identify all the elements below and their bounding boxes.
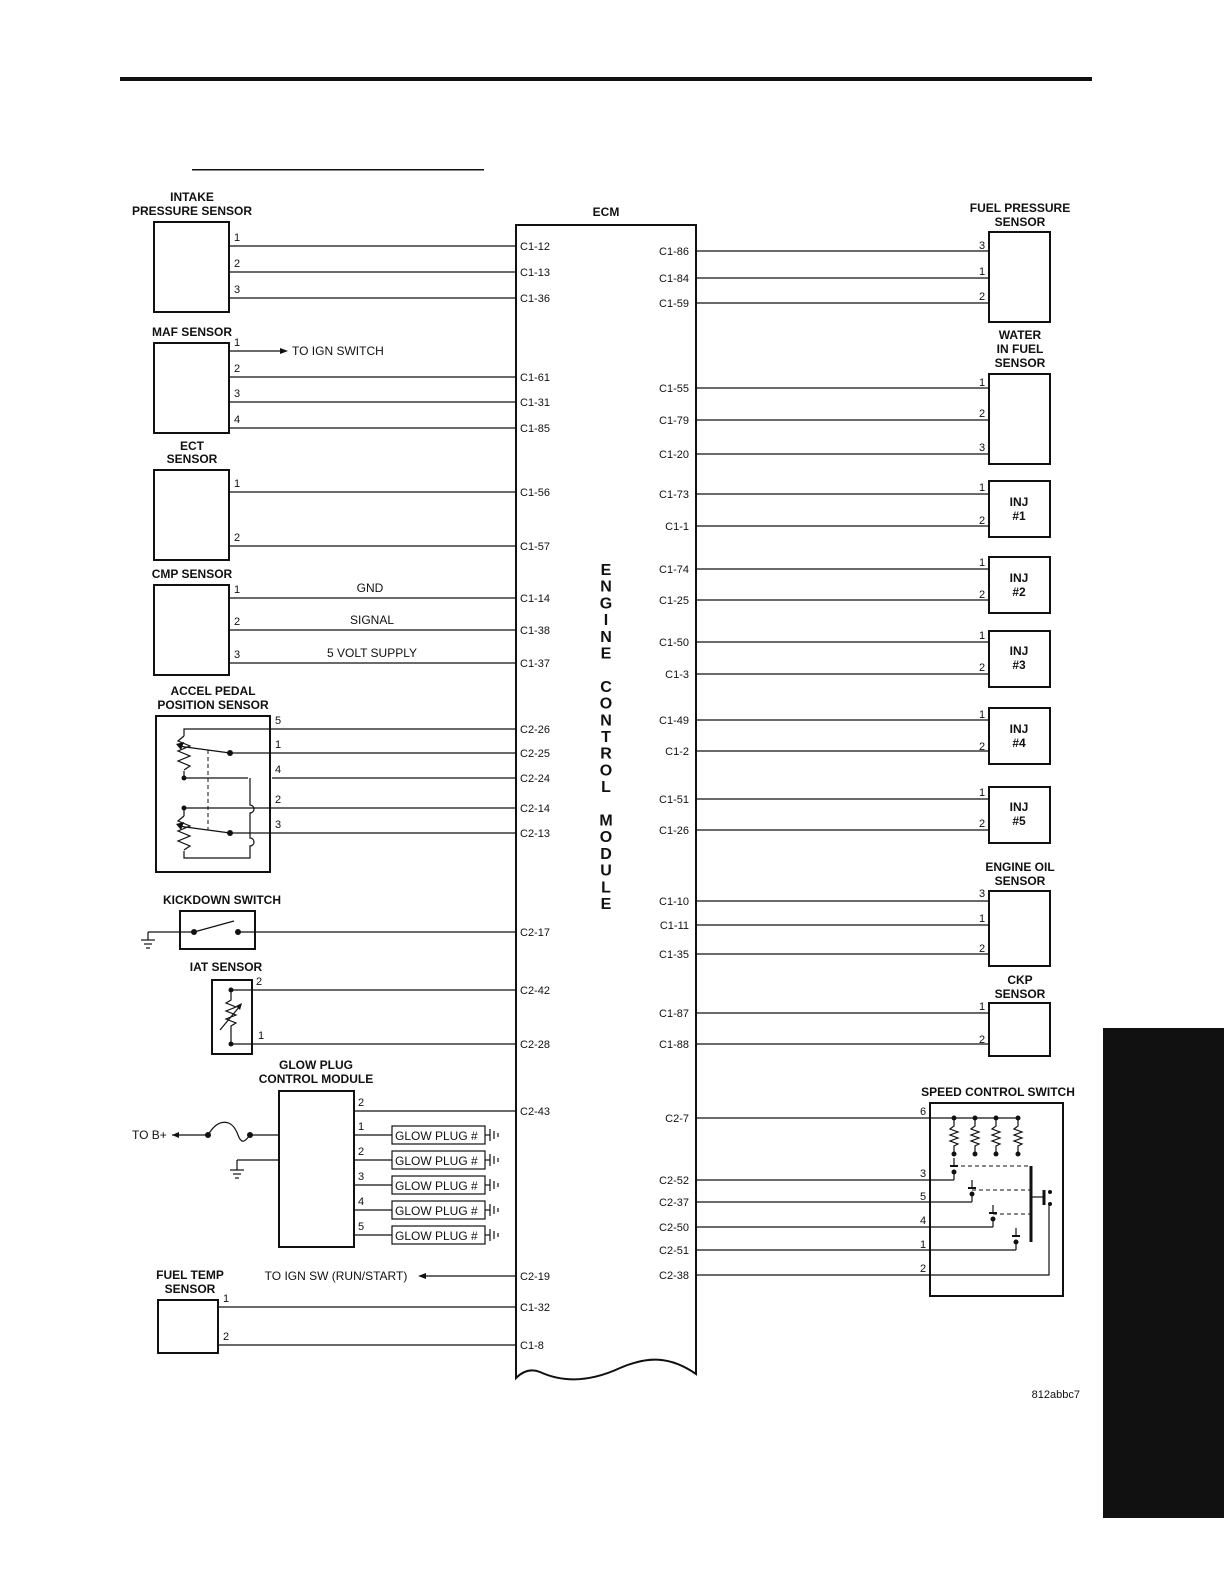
- ecm-letter: E: [600, 562, 612, 579]
- connector-pin: 1: [979, 630, 986, 642]
- connector-pin: 4: [275, 764, 282, 776]
- connector-pin: 1: [979, 709, 986, 721]
- ect-sensor: [154, 439, 229, 560]
- ecm-pin-label: C1-49: [659, 715, 689, 727]
- connector-pin: 5: [358, 1221, 365, 1233]
- component-label: SENSOR: [166, 452, 218, 466]
- connector-pin: 1: [234, 478, 241, 490]
- connector-pin: 1: [258, 1030, 265, 1042]
- component-label: CMP SENSOR: [151, 567, 233, 581]
- connector-pin: 2: [979, 741, 986, 753]
- ecm-pin-label: C1-86: [659, 246, 689, 258]
- glow-plug-label: GLOW PLUG #: [395, 1129, 478, 1143]
- component-label: SENSOR: [164, 1282, 216, 1296]
- connector-pin: 2: [979, 589, 986, 601]
- ecm-pin-label: C1-85: [520, 423, 550, 435]
- ecm-pin-label: C2-42: [520, 985, 550, 997]
- junction-dot: [994, 1152, 999, 1157]
- ecm-letter: M: [599, 812, 613, 830]
- component-label: SENSOR: [994, 215, 1046, 229]
- ecm-pin-label: C1-59: [659, 298, 689, 310]
- connector-pin: 3: [234, 388, 241, 400]
- ecm-pin-label: C2-43: [520, 1106, 550, 1118]
- injector-2: [989, 557, 1050, 613]
- ecm-pin-label: C2-7: [665, 1113, 689, 1125]
- connector-pin: 3: [275, 819, 282, 831]
- ecm-pin-label: C1-1: [665, 521, 689, 533]
- ecm-pin-label: C1-31: [520, 397, 550, 409]
- ecm-pin-label: C1-51: [659, 794, 689, 806]
- component-label: CONTROL MODULE: [258, 1072, 374, 1086]
- connector-pin: 2: [358, 1146, 365, 1158]
- ecm-pin-label: C2-50: [659, 1222, 689, 1234]
- wire-note: TO IGN SW (RUN/START): [264, 1269, 408, 1283]
- component-label: KICKDOWN SWITCH: [163, 893, 281, 907]
- component-label: SENSOR: [994, 987, 1046, 1001]
- ecm-pin-label: C1-56: [520, 487, 550, 499]
- ecm-letter: G: [599, 595, 613, 613]
- ecm-pin-label: C2-19: [520, 1271, 550, 1283]
- ecm-pin-label: C2-25: [520, 748, 550, 760]
- component-label: GLOW PLUG: [279, 1058, 353, 1072]
- speed-control-switch: [921, 1085, 1075, 1296]
- ecm-pin-label: C1-14: [520, 593, 550, 605]
- connector-pin: 3: [979, 240, 986, 252]
- connector-pin: 1: [234, 337, 241, 349]
- connector-pin: 2: [358, 1097, 365, 1109]
- switch-contact: [952, 1170, 957, 1175]
- connector-pin: 2: [979, 662, 986, 674]
- ecm-pin-label: C1-57: [520, 541, 550, 553]
- ecm-pin-label: C2-26: [520, 724, 550, 736]
- ecm-pin-label: C1-50: [659, 637, 689, 649]
- fuel-pressure-sensor: [970, 201, 1070, 322]
- ecm-letter: N: [600, 712, 612, 730]
- glow-plug-list: [354, 1121, 498, 1244]
- connector-pin: 1: [920, 1239, 927, 1251]
- component-label: INJ: [1009, 800, 1029, 814]
- connector-pin: 2: [979, 515, 986, 527]
- engine-oil-sensor: [985, 860, 1054, 966]
- connector-pin: 1: [223, 1293, 230, 1305]
- connector-pin: 1: [979, 266, 986, 278]
- component-label: #1: [1012, 509, 1026, 523]
- ecm-letter: I: [603, 612, 609, 630]
- component-label: SENSOR: [994, 356, 1046, 370]
- glow-plug-label: GLOW PLUG #: [395, 1229, 478, 1243]
- component-label: INTAKE: [170, 190, 214, 204]
- ecm-letter: L: [601, 779, 611, 797]
- ecm-pin-label: C2-24: [520, 773, 550, 785]
- junction-dot: [1016, 1152, 1021, 1157]
- ecm-pin-label: C1-37: [520, 658, 550, 670]
- ecm-pin-label: C2-51: [659, 1245, 689, 1257]
- junction-dot: [952, 1152, 957, 1157]
- component-label: IAT SENSOR: [189, 960, 263, 974]
- ecm-pin-label: C1-20: [659, 449, 689, 461]
- connector-pin: 3: [979, 888, 986, 900]
- side-tab: [1103, 1028, 1224, 1518]
- connector-pin: 1: [979, 787, 986, 799]
- connector-pin: 3: [234, 284, 241, 296]
- component-label: POSITION SENSOR: [157, 698, 269, 712]
- connector-pin: 2: [234, 616, 241, 628]
- ecm-pin-label: C1-73: [659, 489, 689, 501]
- connector-pin: 2: [234, 532, 241, 544]
- ecm-pin-label: C1-35: [659, 949, 689, 961]
- component-label: ENGINE OIL: [985, 860, 1055, 874]
- accel-pedal-position-sensor: [156, 684, 272, 872]
- component-label: SPEED CONTROL SWITCH: [921, 1085, 1075, 1099]
- connector-pin: 1: [234, 232, 241, 244]
- component-label: SENSOR: [994, 874, 1046, 888]
- ecm-pin-label: C1-12: [520, 241, 550, 253]
- component-label: INJ: [1009, 722, 1029, 736]
- connector-pin: 6: [920, 1106, 927, 1118]
- connector-pin: 5: [275, 715, 282, 727]
- ecm-pin-label: C1-55: [659, 383, 689, 395]
- ecm-pin-label: C2-17: [520, 927, 550, 939]
- ecm-pin-label: C2-38: [659, 1270, 689, 1282]
- component-label: #3: [1012, 658, 1026, 672]
- ecm-pin-label: C1-3: [665, 669, 689, 681]
- connector-pin: 2: [234, 363, 241, 375]
- connector-pin: 3: [358, 1171, 365, 1183]
- ecm-letter: O: [599, 762, 613, 780]
- glow-plug-control-module: [132, 1058, 373, 1247]
- ecm-pin-label: C2-13: [520, 828, 550, 840]
- connector-pin: 2: [979, 1034, 986, 1046]
- ecm-pin-label: C1-10: [659, 896, 689, 908]
- ecm-pin-label: C1-84: [659, 273, 689, 285]
- ecm-letter: N: [600, 578, 612, 596]
- ecm-letter: R: [600, 745, 612, 763]
- maf-sensor: [152, 325, 232, 433]
- component-label: IN FUEL: [996, 342, 1044, 356]
- switch-contact: [991, 1217, 996, 1222]
- injector-4: [989, 708, 1050, 764]
- switch-contact: [970, 1192, 975, 1197]
- connector-pin: 3: [234, 649, 241, 661]
- title-underline: [192, 169, 484, 171]
- to-b-plus-label: TO B+: [132, 1128, 167, 1142]
- ecm-letter: E: [600, 645, 612, 663]
- ecm-letter: D: [600, 845, 612, 863]
- connector-pin: 2: [979, 408, 986, 420]
- component-label: WATER: [998, 328, 1042, 342]
- ecm-pin-label: C1-2: [665, 746, 689, 758]
- injector-1: [989, 481, 1050, 537]
- junction-dot: [973, 1152, 978, 1157]
- glow-plug-label: GLOW PLUG #: [395, 1179, 478, 1193]
- ecm-pin-label: C1-87: [659, 1008, 689, 1020]
- ecm-pin-label: C1-11: [659, 920, 689, 932]
- ecm-title: ECM: [592, 205, 620, 219]
- glow-plug-label: GLOW PLUG #: [395, 1154, 478, 1168]
- connector-pin: 1: [979, 482, 986, 494]
- component-label: FUEL PRESSURE: [969, 201, 1071, 215]
- connector-pin: 1: [358, 1121, 365, 1133]
- connector-pin: 1: [275, 739, 282, 751]
- component-label: CKP: [1007, 973, 1033, 987]
- component-label: #5: [1012, 814, 1026, 828]
- ecm-pin-label: C2-14: [520, 803, 550, 815]
- ecm-letter: E: [600, 896, 612, 913]
- connector-pin: 2: [256, 976, 263, 988]
- ecm-letter: T: [601, 729, 611, 746]
- ckp-sensor: [989, 973, 1050, 1056]
- connector-pin: 3: [920, 1168, 927, 1180]
- component-label: ECT: [180, 439, 204, 453]
- ecm-pin-label: C1-32: [520, 1302, 550, 1314]
- wire-note: GND: [356, 581, 384, 595]
- connector-pin: 2: [234, 258, 241, 270]
- connector-pin: 1: [979, 377, 986, 389]
- connector-pin: 2: [979, 943, 986, 955]
- component-label: INJ: [1009, 495, 1029, 509]
- fuel-temp-sensor: [156, 1268, 224, 1353]
- iat-sensor: [190, 960, 263, 1054]
- header-rule: [120, 77, 1092, 81]
- wire-arrow: [280, 348, 288, 354]
- connector-pin: 5: [920, 1191, 927, 1203]
- wire-note: 5 VOLT SUPPLY: [326, 646, 418, 660]
- connector-pin: 2: [979, 291, 986, 303]
- connector-pin: 2: [275, 794, 282, 806]
- ecm-pin-label: C1-88: [659, 1039, 689, 1051]
- wire-note: TO IGN SWITCH: [292, 344, 384, 358]
- cmp-sensor: [152, 567, 233, 675]
- wire-arrow: [418, 1273, 426, 1279]
- ecm-pin-label: C1-8: [520, 1340, 544, 1352]
- ecm-pin-label: C1-26: [659, 825, 689, 837]
- connector-pin: 1: [234, 584, 241, 596]
- connector-pin: 4: [358, 1196, 365, 1208]
- connector-pin: 1: [979, 913, 986, 925]
- component-label: FUEL TEMP: [156, 1268, 224, 1282]
- ecm-pin-label: C1-38: [520, 625, 550, 637]
- component-label: MAF SENSOR: [151, 325, 233, 339]
- ecm-pin-label: C2-52: [659, 1175, 689, 1187]
- connector-pin: 2: [979, 818, 986, 830]
- ecm-pin-label: C1-79: [659, 415, 689, 427]
- connector-pin: 3: [979, 442, 986, 454]
- injector-3: [989, 631, 1050, 687]
- component-label: #4: [1012, 736, 1026, 750]
- ecm-letter: U: [600, 862, 612, 880]
- connector-pin: 1: [979, 557, 986, 569]
- connector-pin: 1: [979, 1001, 986, 1013]
- ecm-pin-label: C1-13: [520, 267, 550, 279]
- ecm-letter: O: [599, 695, 613, 713]
- kickdown-switch: [141, 893, 281, 949]
- injector-5: [989, 787, 1050, 843]
- component-label: PRESSURE SENSOR: [131, 204, 253, 218]
- ecm-pin-label: C1-25: [659, 595, 689, 607]
- connector-pin: 4: [234, 414, 241, 426]
- ecm-pin-label: C1-74: [659, 564, 689, 576]
- ecm-pin-label: C2-37: [659, 1197, 689, 1209]
- component-label: ACCEL PEDAL: [170, 684, 256, 698]
- ecm-letter: L: [601, 879, 611, 897]
- component-label: INJ: [1009, 571, 1029, 585]
- ecm-letter: C: [600, 678, 612, 696]
- ecm-pin-label: C1-36: [520, 293, 550, 305]
- connector-pin: 2: [223, 1331, 230, 1343]
- component-label: INJ: [1009, 644, 1029, 658]
- switch-contact: [1014, 1240, 1019, 1245]
- ecm-pin-label: C1-61: [520, 372, 550, 384]
- figure-id: 812abbc7: [1031, 1389, 1080, 1401]
- ecm-pin-label: C2-28: [520, 1039, 550, 1051]
- connector-pin: 2: [920, 1263, 927, 1275]
- connector-pin: 4: [920, 1215, 927, 1227]
- ecm-letter: O: [599, 829, 613, 847]
- water-in-fuel-sensor: [989, 328, 1050, 464]
- component-label: #2: [1012, 585, 1026, 599]
- glow-plug-label: GLOW PLUG #: [395, 1204, 478, 1218]
- wire-note: SIGNAL: [349, 613, 395, 627]
- ecm-letter: N: [600, 628, 612, 646]
